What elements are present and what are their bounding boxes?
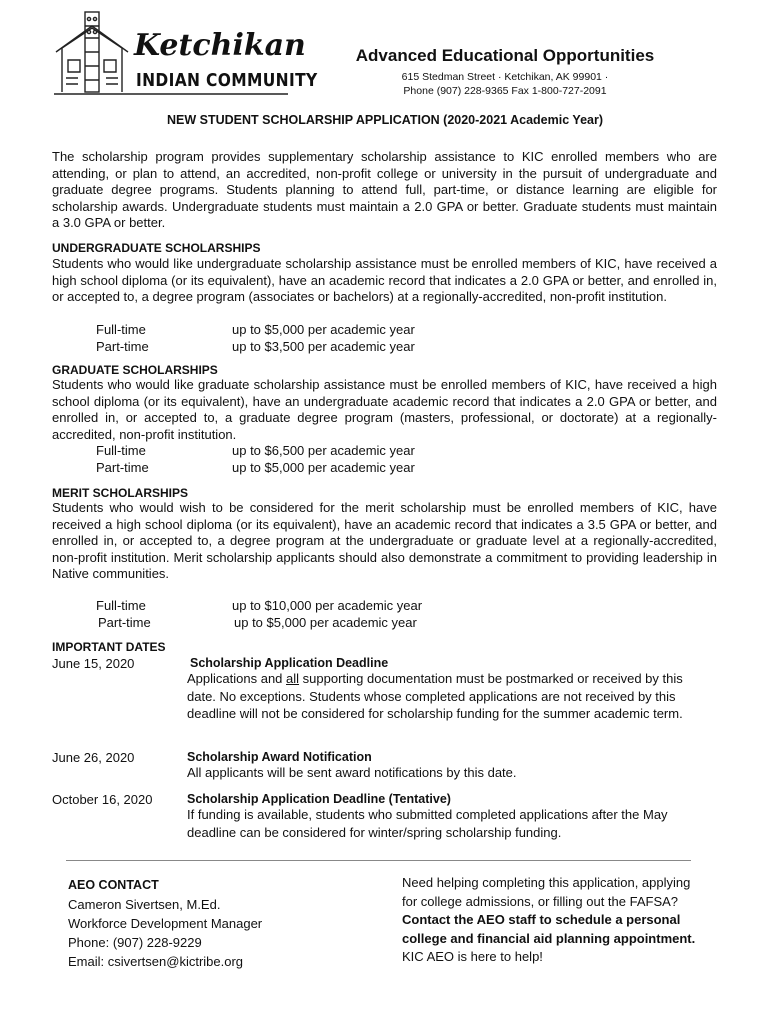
intro-paragraph: The scholarship program provides supplementary scholarship assistance to KIC enrolled members who are attending, or plan to attend, an accredited, non-profit college or university in the pursuit of undergraduate and graduate degree programs. Students planning to attend full, part-time, or distance learning are eligible for scholarship awards. Undergraduate students must maintain a 2.0 GPA or better. Graduate students must maintain a 3.0 GPA or better. [52,149,717,231]
kic-logo [52,8,318,100]
dates-heading: IMPORTANT DATES [52,640,166,654]
rate-row [96,615,516,632]
rate-label: Part-time [98,614,151,630]
date-entry-title: Scholarship Application Deadline (Tentative) [187,792,451,806]
graduate-body: Students who would like graduate scholarship assistance must be enrolled members of KIC, have received a high school diploma (or its equivalent), have an undergraduate academic record that indicates a 2.0 GPA or better, and enrolled in, or accepted to, a graduate degree program (masters, professional, or doctorate) at a regionally-accredited, non-profit institution. [52,377,717,442]
date-entry-desc: If funding is available, students who submitted completed applications after the May deadline can be considered for winter/spring scholarship funding. [187,807,668,840]
date-label: June 26, 2020 [52,750,135,765]
date-entry [187,750,707,782]
rate-amount: up to $5,000 per academic year [232,459,415,475]
rate-row [96,339,516,356]
rate-label: Part-time [96,459,149,475]
date-entry-title: Scholarship Award Notification [187,750,372,764]
logo-block-text: INDIAN COMMUNITY [136,70,318,91]
phone-fax-line: Phone (907) 228-9365 Fax 1-800-727-2091 [403,85,607,97]
undergrad-body: Students who would like undergraduate scholarship assistance must be enrolled members of KIC, have received a high school diploma (or its equivalent), have an academic record that indicates a 2.0 GPA or better, and enrolled in, or accepted to, a degree program (associates or bachelors) at a regionally-accredited, non-profit institution. [52,256,717,305]
underlined-word: all [286,671,300,686]
rate-label: Part-time [96,338,149,354]
rate-row [96,598,516,615]
org-address [330,70,680,98]
merit-body: Students who would wish to be considered for the merit scholarship must be enrolled members of KIC, have received a high school diploma (or its equivalent), have an academic record that indicates a 3.5 GPA or better, and enrolled in, or accepted to, a degree program at the undergraduate or graduate level at a regionally-accredited, non-profit institution. Merit scholarship applicants should also demonstrate a commitment to providing leadership in Native communities. [52,500,717,582]
merit-heading: MERIT SCHOLARSHIPS [52,486,189,500]
undergrad-rates [96,322,516,355]
merit-rates [96,598,516,631]
rate-amount: up to $10,000 per academic year [232,598,423,613]
rate-row [96,322,516,339]
rate-label: Full-time [96,598,146,613]
contact-phone: Phone: (907) 228-9229 [68,935,202,950]
rate-row [96,460,516,477]
section-divider [66,860,691,861]
help-text: Need helping completing this application, applying for college admissions, or filling out the FAFSA? [402,875,691,909]
contact-email: Email: csivertsen@kictribe.org [68,954,244,969]
rate-amount: up to $5,000 per academic year [232,322,415,337]
undergrad-heading: UNDERGRADUATE SCHOLARSHIPS [52,241,261,255]
contact-heading: AEO CONTACT [68,878,159,892]
date-label: October 16, 2020 [52,792,153,807]
help-closing: KIC AEO is here to help! [402,949,543,964]
rate-label: Full-time [96,443,146,458]
logo-script-text: Ketchikan [134,28,306,63]
rate-amount: up to $5,000 per academic year [234,614,417,630]
rate-amount: up to $6,500 per academic year [232,443,415,458]
date-entry [187,792,707,841]
rate-label: Full-time [96,322,146,337]
date-entry [187,656,710,723]
contact-role: Workforce Development Manager [68,916,263,931]
graduate-rates [96,443,516,476]
date-label: June 15, 2020 [52,656,135,671]
contact-name: Cameron Sivertsen, M.Ed. [68,897,221,912]
date-entry-desc: Applications and all supporting documentation must be postmarked or received by this date. No exceptions. Students whose completed applications are not received by this deadline will not be considered for scholarship funding for the summer academic term. [187,671,683,721]
application-title: NEW STUDENT SCHOLARSHIP APPLICATION (2020-2021 Academic Year) [167,113,603,127]
date-entry-title: Scholarship Application Deadline [190,656,389,670]
org-title: Advanced Educational Opportunities [355,46,655,65]
address-line-1: 615 Stedman Street · Ketchikan, AK 99901 · [401,71,609,83]
date-entry-desc: All applicants will be sent award notifications by this date. [187,765,517,780]
help-note [402,874,702,967]
aeo-contact-block [68,876,388,971]
help-call-to-action: Contact the AEO staff to schedule a personal college and financial aid planning appointment. [402,912,696,946]
rate-row [96,443,516,460]
rate-amount: up to $3,500 per academic year [232,338,415,354]
graduate-heading: GRADUATE SCHOLARSHIPS [52,363,218,377]
